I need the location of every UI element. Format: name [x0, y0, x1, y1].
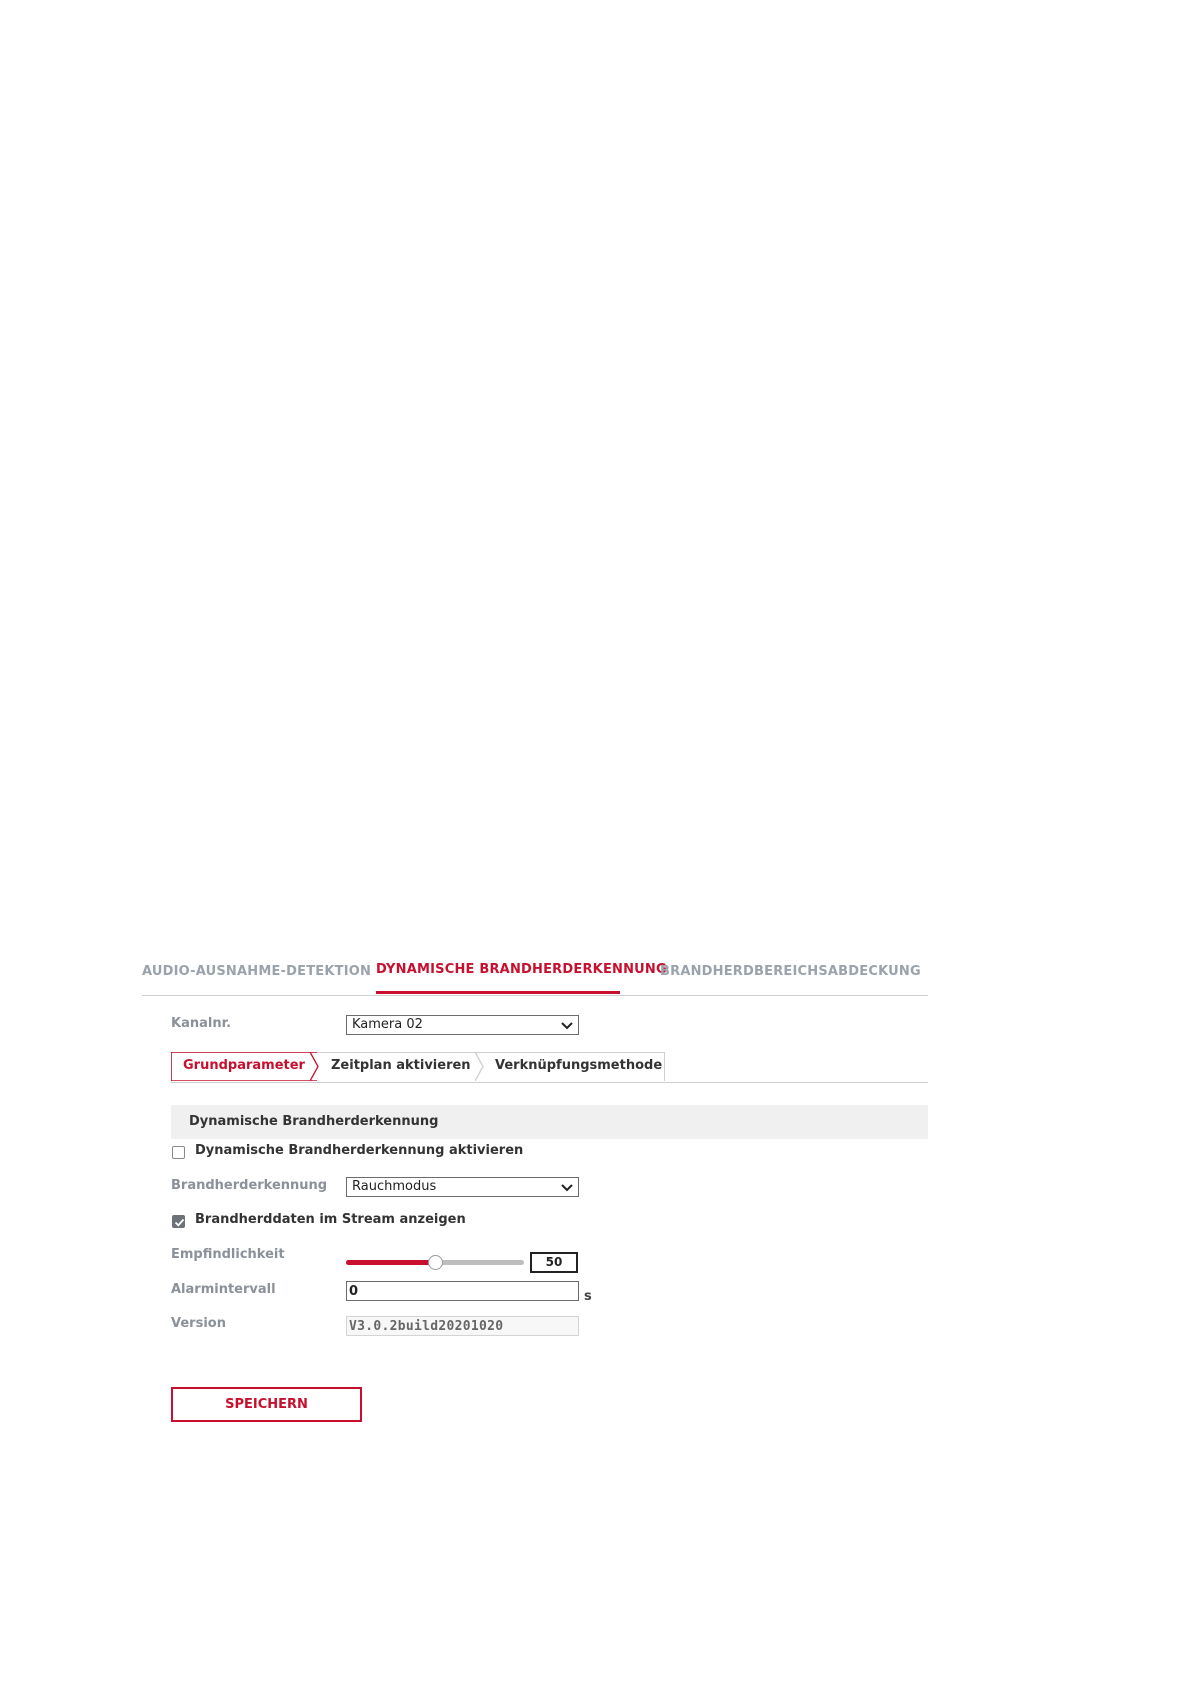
alarm-interval-input[interactable] — [346, 1281, 579, 1301]
sub-tab-bar — [171, 1052, 928, 1083]
slider-thumb[interactable] — [428, 1255, 443, 1270]
detection-mode-select[interactable] — [346, 1177, 579, 1197]
tab-audio-ausnahme-detektion[interactable]: AUDIO-AUSNAHME-DETEKTION — [142, 964, 372, 979]
sensitivity-slider[interactable] — [346, 1255, 524, 1271]
tab-dynamische-brandherderkennung[interactable]: DYNAMISCHE BRANDHERDERKENNUNG — [376, 962, 667, 977]
version-field — [346, 1316, 579, 1336]
stream-overlay-checkbox[interactable] — [172, 1215, 185, 1228]
channel-select[interactable] — [346, 1015, 579, 1035]
chevron-down-icon — [560, 1179, 574, 1195]
alarm-interval-unit: s — [584, 1289, 592, 1304]
detection-mode-value: Rauchmodus — [352, 1179, 437, 1194]
chevron-down-icon — [560, 1017, 574, 1033]
subtab-verknuepfungsmethode[interactable]: Verknüpfungsmethode — [495, 1058, 663, 1073]
tab-brandherdbereichsabdeckung[interactable]: BRANDHERDBEREICHSABDECKUNG — [660, 964, 921, 979]
sub-tab-separator-active — [310, 1052, 320, 1081]
subtab-zeitplan-aktivieren[interactable]: Zeitplan aktivieren — [331, 1058, 471, 1073]
enable-checkbox[interactable] — [172, 1146, 185, 1159]
subtab-grundparameter[interactable]: Grundparameter — [183, 1058, 305, 1073]
save-button[interactable]: SPEICHERN — [171, 1387, 362, 1422]
checkmark-icon — [173, 1216, 186, 1229]
detection-mode-label: Brandherderkennung — [171, 1178, 328, 1193]
section-header — [171, 1105, 928, 1139]
section-title: Dynamische Brandherderkennung — [189, 1114, 439, 1129]
version-label: Version — [171, 1316, 226, 1331]
channel-select-value: Kamera 02 — [352, 1017, 423, 1032]
alarm-interval-label: Alarmintervall — [171, 1282, 276, 1297]
channel-label: Kanalnr. — [171, 1016, 232, 1031]
top-tab-bar — [142, 955, 928, 996]
slider-fill — [346, 1260, 435, 1265]
active-tab-underline — [376, 991, 620, 994]
enable-checkbox-label: Dynamische Brandherderkennung aktivieren — [195, 1143, 524, 1158]
sensitivity-value-box[interactable]: 50 — [530, 1252, 578, 1273]
sensitivity-label: Empfindlichkeit — [171, 1247, 285, 1262]
stream-overlay-label: Brandherddaten im Stream anzeigen — [195, 1212, 466, 1227]
sub-tab-separator — [475, 1052, 485, 1081]
